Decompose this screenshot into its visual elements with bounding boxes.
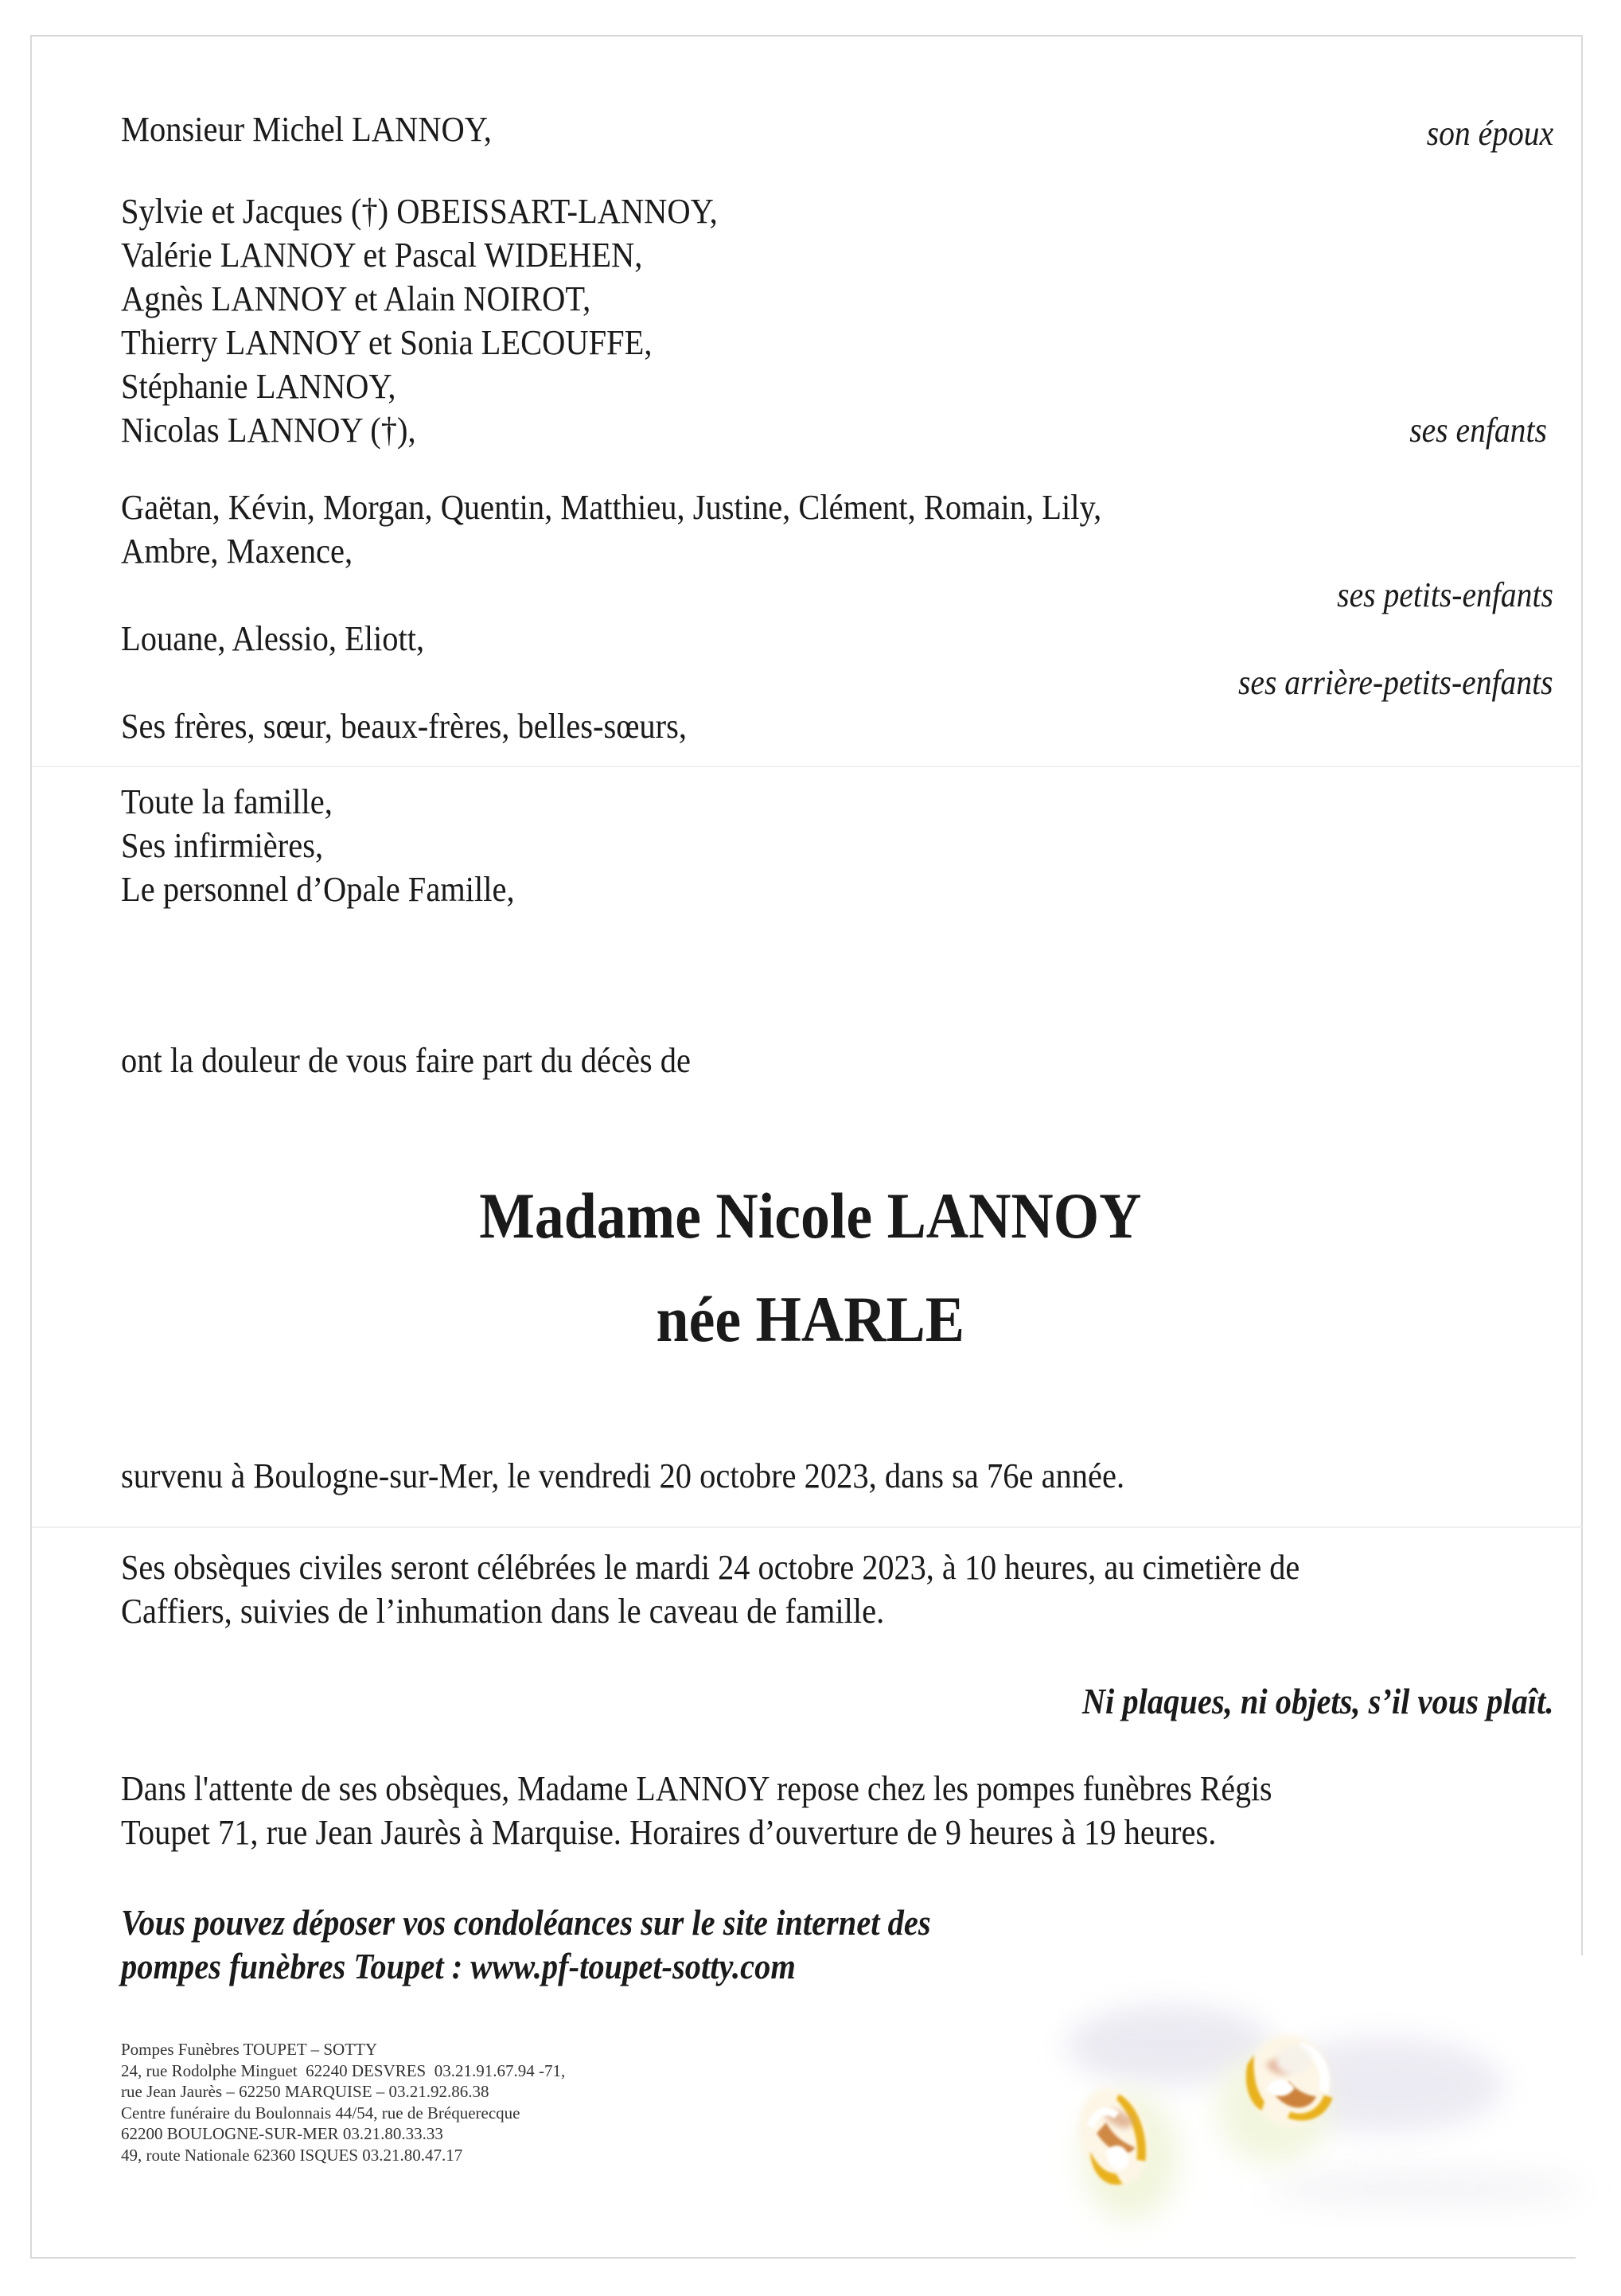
repose-line: Toupet 71, rue Jean Jaurès à Marquise. Horaires d’ouverture de 9 heures à 19 heures. xyxy=(121,1813,1217,1852)
funeral-line xyxy=(121,1546,1300,1589)
maiden-name-text: née HARLE xyxy=(656,1283,965,1355)
footer-line: 62200 BOULOGNE-SUR-MER 03.21.80.33.33 xyxy=(121,2124,443,2143)
great-grandchildren-label: ses arrière-petits-enfants xyxy=(1238,663,1553,702)
footer-line: Centre funéraire du Boulonnais 44/54, rue de Bréquerecque xyxy=(121,2103,520,2123)
death-info: survenu à Boulogne-sur-Mer, le vendredi 20 octobre 2023, dans sa 76e année. xyxy=(121,1456,1125,1495)
deceased-name-text: Madame Nicole LANNOY xyxy=(479,1179,1142,1252)
child-line: Stéphanie LANNOY, xyxy=(121,367,396,406)
grandchild-line: Ambre, Maxence, xyxy=(121,532,353,571)
announcement: ont la douleur de vous faire part du décès de xyxy=(121,1041,692,1080)
no-flowers-request: Ni plaques, ni objets, s’il vous plaît. xyxy=(1081,1681,1553,1721)
fold-line xyxy=(32,1526,1582,1528)
condolences-line: Vous pouvez déposer vos condoléances sur le site internet des xyxy=(121,1902,931,1943)
child-line: Valérie LANNOY et Pascal WIDEHEN, xyxy=(121,236,643,275)
children-label: ses enfants xyxy=(1409,411,1547,450)
staff-line: Le personnel d’Opale Famille, xyxy=(121,870,515,909)
orchid-image xyxy=(1011,1950,1621,2292)
family-line: Toute la famille, xyxy=(121,782,333,821)
condolences-link-line[interactable]: pompes funèbres Toupet : www.pf-toupet-sotty.com xyxy=(121,1946,796,1986)
funeral-line-text: Ses obsèques civiles seront célébrées le mardi 24 octobre 2023, à 10 heures, au cimetière de xyxy=(121,1548,1300,1587)
child-line: Thierry LANNOY et Sonia LECOUFFE, xyxy=(121,323,653,362)
footer-line: 49, route Nationale 62360 ISQUES 03.21.80.47.17 xyxy=(121,2145,463,2165)
grandchild-line: Gaëtan, Kévin, Morgan, Quentin, Matthieu, Justine, Clément, Romain, Lily, xyxy=(121,488,1102,527)
footer-line: Pompes Funèbres TOUPET – SOTTY xyxy=(121,2040,378,2059)
spouse-name: Monsieur Michel LANNOY, xyxy=(121,110,492,149)
child-line: Agnès LANNOY et Alain NOIROT, xyxy=(121,279,591,318)
footer-line: 24, rue Rodolphe Minguet 62240 DESVRES 03.21.91.67.94 -71, xyxy=(121,2060,566,2080)
maiden-name xyxy=(0,1280,1621,1359)
funeral-line: Caffiers, suivies de l’inhumation dans le caveau de famille. xyxy=(121,1592,885,1631)
funeral-home-footer xyxy=(121,2039,565,2165)
siblings-line: Ses frères, sœur, beaux-frères, belles-sœurs, xyxy=(121,707,688,746)
spouse-label: son époux xyxy=(1426,114,1553,153)
footer-line: rue Jean Jaurès – 62250 MARQUISE – 03.21.92.86.38 xyxy=(121,2082,489,2101)
grandchildren-label: ses petits-enfants xyxy=(1337,575,1553,614)
repose-line: Dans l'attente de ses obsèques, Madame LANNOY repose chez les pompes funèbres Régis xyxy=(121,1769,1272,1808)
child-line: Nicolas LANNOY (†), xyxy=(121,411,416,450)
nurses-line: Ses infirmières, xyxy=(121,826,324,865)
deceased-name xyxy=(0,1176,1621,1256)
great-grandchild-line: Louane, Alessio, Eliott, xyxy=(121,619,425,658)
child-line: Sylvie et Jacques (†) OBEISSART-LANNOY, xyxy=(121,192,718,231)
fold-line xyxy=(32,766,1582,767)
